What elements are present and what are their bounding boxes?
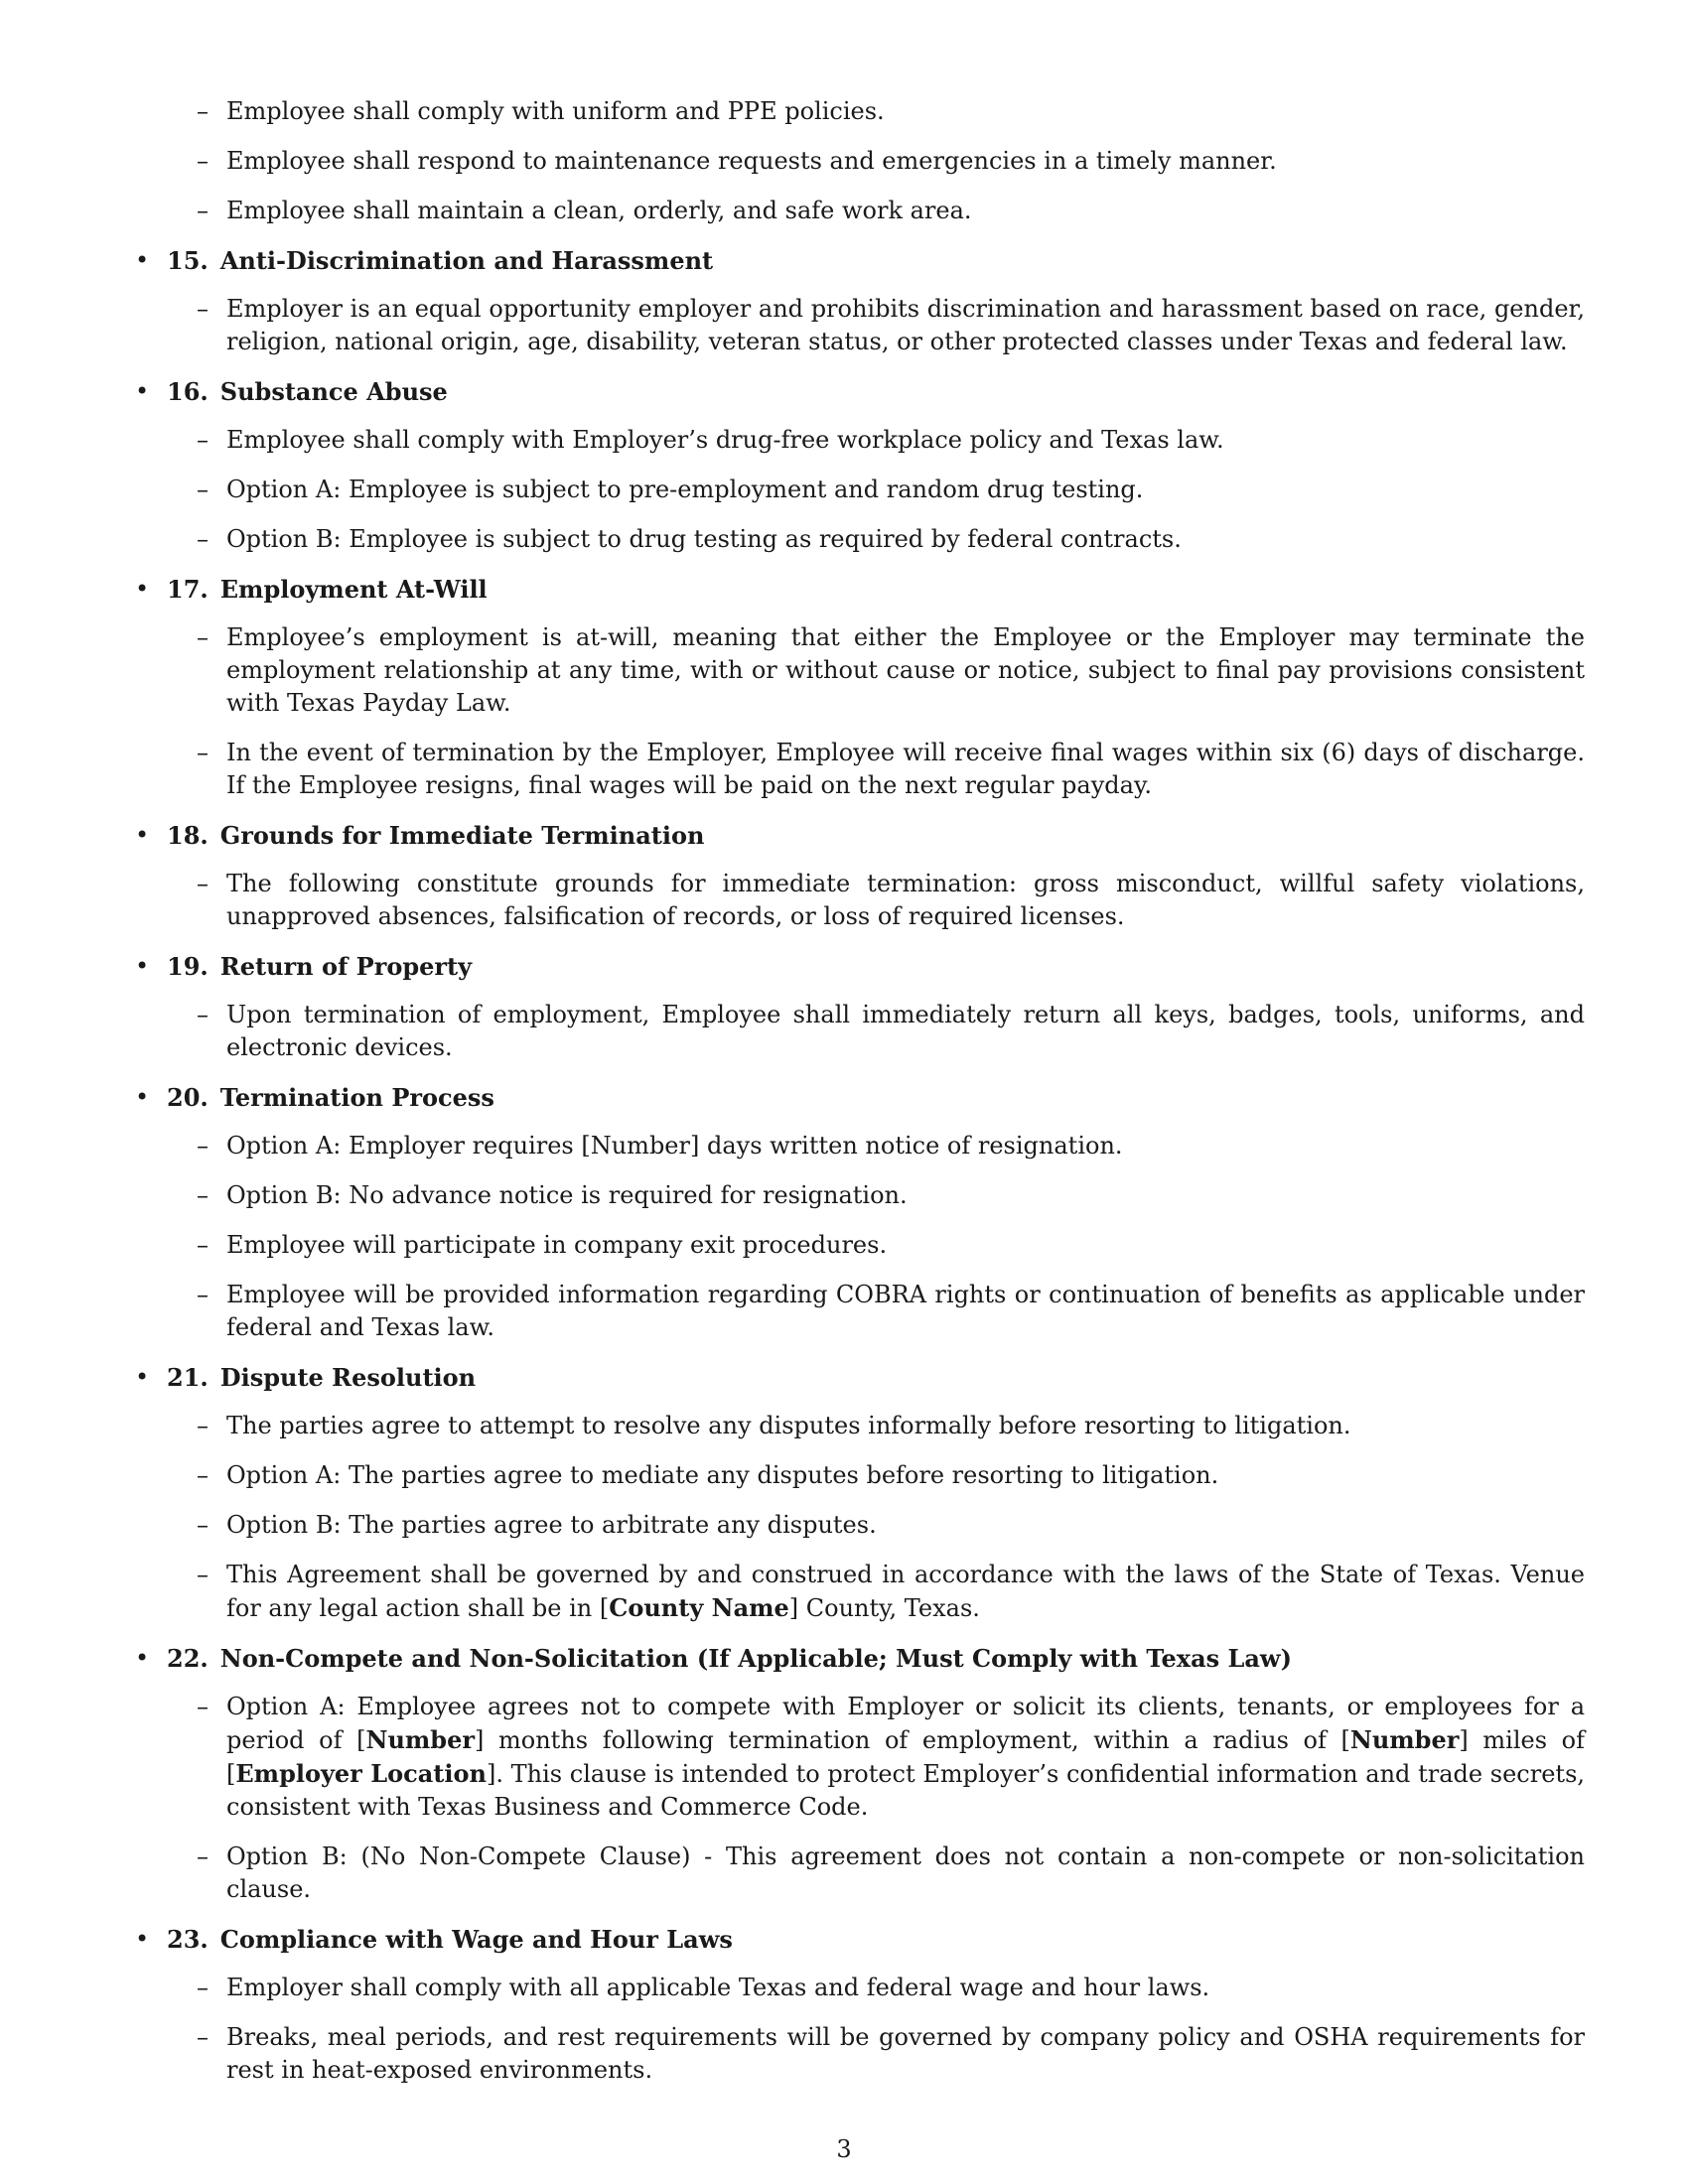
list-item [135,1279,1585,1344]
section-19 [135,950,1585,1064]
section-items [135,621,1585,802]
section-items [135,424,1585,556]
section-number: 18. [167,821,209,850]
section-heading [135,819,1585,852]
item-text: Option B: No advance notice is required for resignation. [226,1181,908,1209]
list-item [135,737,1585,802]
section-heading [135,573,1585,606]
item-text: Employee will participate in company exit procedures. [226,1231,888,1259]
section-title: Dispute Resolution [219,1363,477,1392]
item-text: Upon termination of employment, Employee shall immediately return all keys, badges, tools, uniforms, and electronic devices. [226,1001,1585,1061]
continued-list [135,95,1585,227]
section-17 [135,573,1585,802]
list-item [135,1459,1585,1492]
section-15 [135,244,1585,358]
list-item [135,621,1585,720]
item-text: In the event of termination by the Employer, Employee will receive final wages within six (6) days of discharge. If the Employee resigns, final wages will be paid on the next regular payday. [226,739,1585,799]
item-text: The parties agree to attempt to resolve any disputes informally before resorting to litigation. [226,1412,1351,1439]
placeholder-field: Number [1349,1725,1460,1754]
section-items [135,868,1585,933]
section-number: 20. [167,1083,209,1112]
section-title: Employment At-Will [219,575,488,604]
list-item [135,1559,1585,1625]
item-text: Option A: Employer requires [Number] days written notice of resignation. [226,1132,1123,1160]
list-item [135,1841,1585,1906]
section-heading [135,950,1585,983]
sections-list [135,244,1585,2087]
document-content [135,95,1585,2104]
section-items [135,293,1585,358]
item-text: Employee will be provided information regarding COBRA rights or continuation of benefits as applicable under federal and Texas law. [226,1281,1585,1341]
item-text: Option A: Employee is subject to pre-employment and random drug testing. [226,476,1144,503]
page-number: 3 [836,2135,852,2163]
list-item [135,1691,1585,1824]
section-22 [135,1642,1585,1906]
item-text: Option B: (No Non-Compete Clause) - This agreement does not contain a non-compete or non-solicitation clause. [226,1843,1585,1903]
section-title: Substance Abuse [219,377,448,406]
list-item [135,293,1585,358]
list-item [135,868,1585,933]
item-text: Option B: Employee is subject to drug testing as required by federal contracts. [226,525,1182,553]
section-title: Termination Process [219,1083,494,1112]
item-text: The following constitute grounds for immediate termination: gross misconduct, willful safety violations, unapproved absences, falsification of records, or loss of required licenses. [226,870,1585,930]
list-item [135,1130,1585,1162]
placeholder-field: Employer Location [235,1759,487,1788]
section-items [135,1410,1585,1625]
section-heading [135,1923,1585,1956]
item-text: ] County, Texas. [788,1594,980,1622]
list-item [135,1410,1585,1442]
section-number: 19. [167,952,209,981]
item-text: Employee shall comply with Employer’s drug-free workplace policy and Texas law. [226,426,1224,454]
section-title: Non-Compete and Non-Solicitation (If Applicable; Must Comply with Texas Law) [219,1644,1292,1673]
section-title: Return of Property [219,952,473,981]
section-items [135,1130,1585,1344]
item-text: ] miles of [ [226,1726,1585,1788]
list-item [135,999,1585,1064]
list-item [135,1229,1585,1262]
list-item [135,1972,1585,2004]
section-items [135,999,1585,1064]
section-21 [135,1361,1585,1625]
item-text: ]. This clause is intended to protect Employer’s confidential information and trade secrets, consistent with Texas Business and Commerce Code. [226,1760,1586,1821]
item-text: Option B: The parties agree to arbitrate any disputes. [226,1511,877,1539]
list-item: – Employee shall respond to maintenance requests and emergencies in a timely manner. [135,145,1585,178]
section-number: 15. [167,246,209,275]
placeholder-field: County Name [609,1593,789,1622]
section-title: Anti-Discrimination and Harassment [219,246,714,275]
list-item [135,523,1585,556]
section-18 [135,819,1585,933]
section-number: 21. [167,1363,209,1392]
section-items [135,1691,1585,1906]
item-text: This Agreement shall be governed by and construed in accordance with the laws of the State of Texas. Venue for any legal action shall be in [ [226,1561,1585,1622]
section-23 [135,1923,1585,2087]
section-items [135,1972,1585,2087]
placeholder-field: Number [365,1725,475,1754]
list-item [135,474,1585,506]
section-heading [135,375,1585,408]
section-number: 17. [167,575,209,604]
section-number: 22. [167,1644,209,1673]
list-item [135,1179,1585,1212]
list-item: – Employee shall comply with uniform and PPE policies. [135,95,1585,128]
list-item [135,1509,1585,1542]
section-heading [135,1081,1585,1114]
section-title: Grounds for Immediate Termination [219,821,705,850]
item-text: Option A: Employee agrees not to compete with Employer or solicit its clients, tenants, or employees for a period of [ [226,1693,1585,1754]
section-heading [135,1642,1585,1675]
item-text: Breaks, meal periods, and rest requirements will be governed by company policy and OSHA requirements for rest in heat-exposed environments. [226,2023,1585,2084]
item-text: Employer is an equal opportunity employer and prohibits discrimination and harassment based on race, gender, religion, national origin, age, disability, veteran status, or other protected classes under Texas and federal law. [226,295,1585,355]
section-heading [135,244,1585,277]
section-heading [135,1361,1585,1394]
section-20 [135,1081,1585,1344]
item-text: ] months following termination of employment, within a radius of [ [475,1726,1350,1754]
section-title: Compliance with Wage and Hour Laws [219,1925,733,1954]
list-item [135,2021,1585,2087]
section-16 [135,375,1585,556]
section-number: 16. [167,377,209,406]
section-number: 23. [167,1925,209,1954]
item-text: Option A: The parties agree to mediate any disputes before resorting to litigation. [226,1461,1219,1489]
item-text: Employer shall comply with all applicable Texas and federal wage and hour laws. [226,1974,1210,2001]
item-text: Employee’s employment is at-will, meaning that either the Employee or the Employer may terminate the employment relationship at any time, with or without cause or notice, subject to final pay provisions consistent with Texas Payday Law. [226,623,1585,717]
list-item: – Employee shall maintain a clean, orderly, and safe work area. [135,195,1585,227]
list-item [135,424,1585,457]
